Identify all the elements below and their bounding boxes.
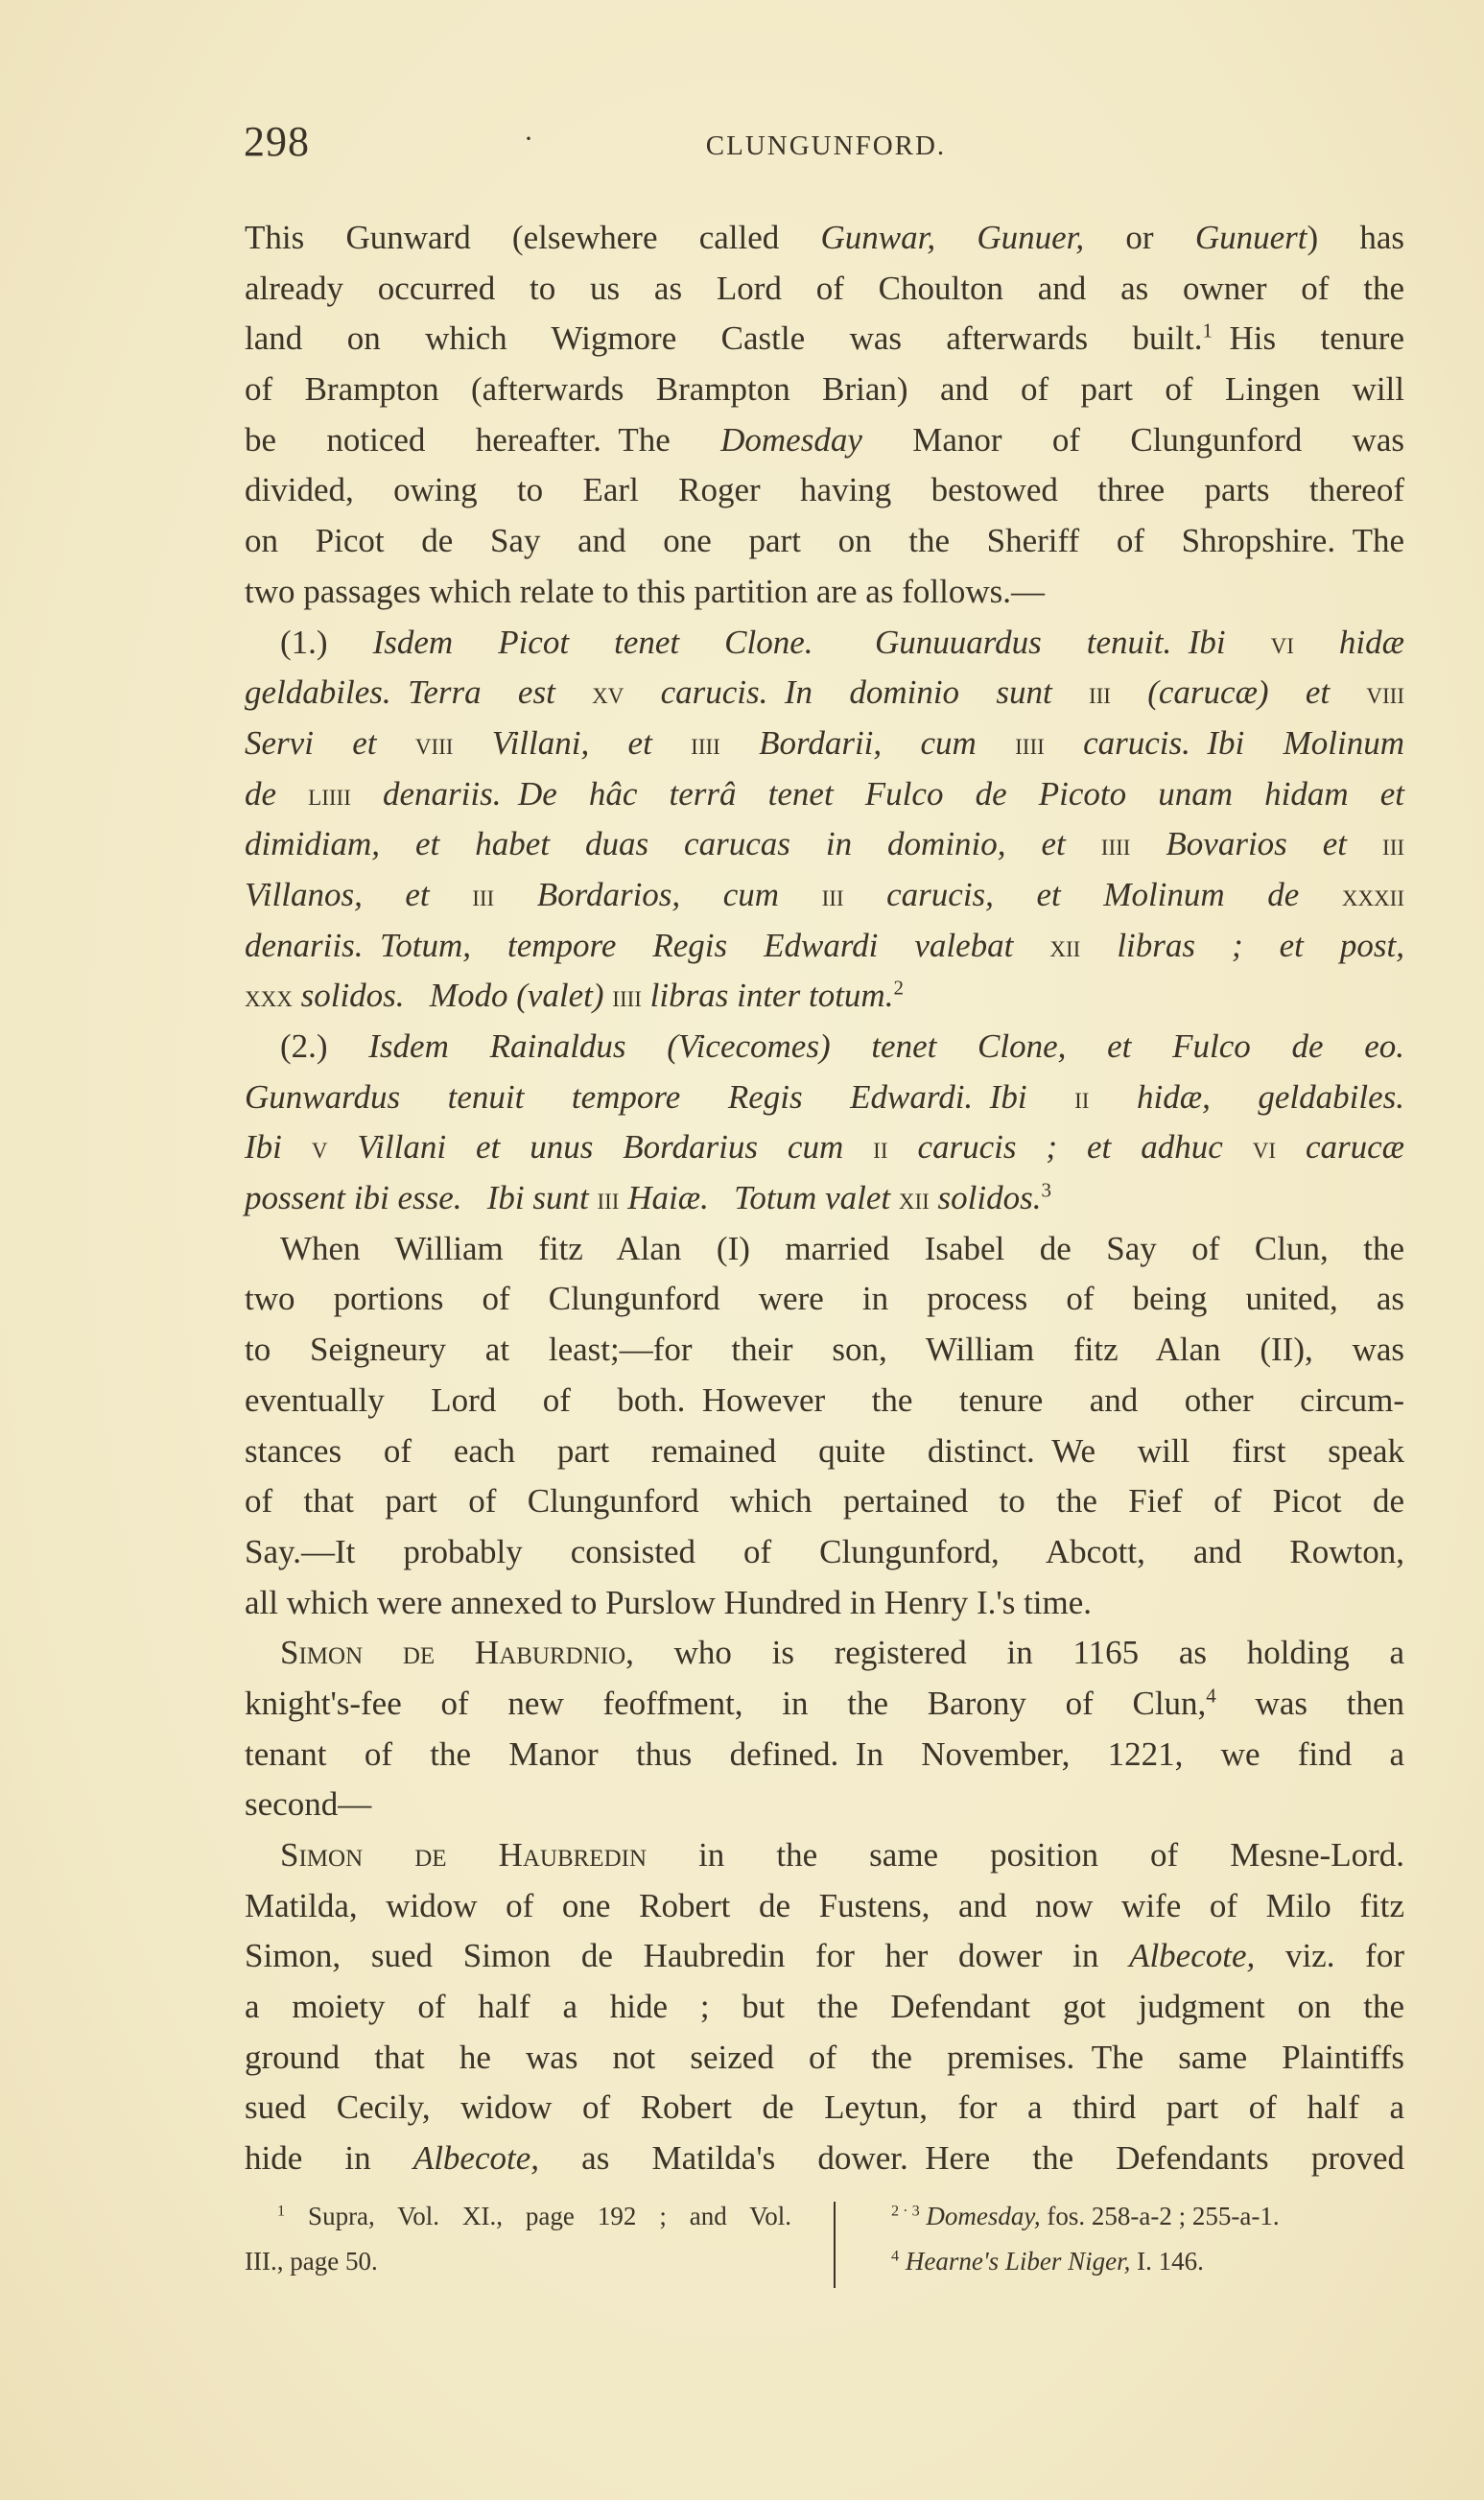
footnote-reference: 1	[1202, 318, 1213, 342]
text-segment: (1.)	[280, 623, 373, 661]
text-segment: Bovarios et	[1130, 825, 1383, 863]
text-segment: all which were annexed to Purslow Hundred in Henry I.'s time.	[245, 1583, 1093, 1621]
text-segment: or	[1084, 219, 1195, 256]
text-line	[245, 971, 1404, 1022]
text-line	[245, 2134, 1404, 2184]
text-line	[245, 769, 1404, 820]
text-segment: iii	[821, 877, 844, 912]
text-segment: Villanos, et	[245, 875, 473, 913]
text-line	[245, 1628, 1404, 1679]
text-segment: viii	[1366, 675, 1404, 711]
text-segment: Supra, Vol. XI., page 192 ; and Vol.	[285, 2202, 791, 2230]
text-segment: of that part of Clungunford which pertained to the Fief of Picot de	[245, 1482, 1404, 1521]
text-segment: tenant of the Manor thus defined. In November, 1221, we find a	[245, 1734, 1404, 1773]
text-segment: denariis. De hâc terrâ tenet Fulco de Picoto unam hidam et	[350, 774, 1404, 813]
text-segment: divided, owing to Earl Roger having bestowed three parts thereof	[245, 471, 1404, 509]
text-line	[245, 465, 1404, 516]
footnote-reference: 3	[1041, 1178, 1051, 1202]
text-segment: possent ibi esse. Ibi sunt	[245, 1179, 598, 1217]
text-segment: xii	[898, 1181, 930, 1216]
text-segment: libras inter totum.	[641, 977, 894, 1015]
footnote-reference: 2	[893, 976, 904, 1000]
text-segment: Simon, sued Simon de Haubredin for her dower in	[245, 1937, 1130, 1975]
text-segment: v	[311, 1130, 328, 1166]
text-segment: iiii	[612, 979, 642, 1014]
footnote-line	[859, 2194, 1415, 2239]
text-line	[245, 1274, 1404, 1325]
text-line	[245, 365, 1404, 415]
text-line	[245, 1931, 1404, 1982]
text-segment: iiii	[691, 725, 720, 761]
text-segment: fos. 258-a-2 ; 255-a-1.	[1040, 2202, 1280, 2230]
text-segment: Villani, et	[453, 723, 692, 762]
text-line	[245, 1830, 1404, 1881]
text-segment: viz. for	[1255, 1937, 1404, 1975]
text-segment: viii	[414, 725, 454, 761]
text-line	[245, 2033, 1404, 2084]
text-line	[245, 567, 1404, 618]
text-line	[245, 1022, 1404, 1073]
text-segment: iii	[597, 1181, 620, 1216]
text-segment: sued Cecily, widow of Robert de Leytun, for a third part of half a	[245, 2088, 1404, 2127]
text-line	[245, 1122, 1404, 1173]
text-line	[245, 618, 1404, 669]
text-segment: III., page 50.	[245, 2247, 378, 2276]
text-line	[245, 819, 1404, 870]
text-line	[245, 668, 1404, 719]
text-segment: Isdem Rainaldus (Vicecomes) tenet Clone, et Fulco de eo.	[368, 1027, 1404, 1065]
text-segment: eventually Lord of both. However the tenure and other circum-	[245, 1380, 1404, 1419]
text-line	[245, 264, 1404, 315]
text-segment: Hearne's Liber Niger,	[905, 2247, 1131, 2276]
text-line	[245, 1527, 1404, 1578]
text-segment: carucis. Ibi Molinum	[1044, 723, 1404, 762]
text-segment: knight's-fee of new feoffment, in the Barony of Clun,	[245, 1684, 1207, 1722]
text-segment: of Brampton (afterwards Brampton Brian) and of part of Lingen will	[245, 370, 1404, 409]
text-segment: on Picot de Say and one part on the Sheriff of Shropshire. The	[245, 522, 1404, 560]
footnote-reference: 4	[891, 2247, 900, 2265]
text-segment: geldabiles. Terra est	[245, 673, 593, 712]
text-line	[245, 1173, 1404, 1224]
text-segment: Haiæ. Totum valet	[619, 1179, 899, 1217]
text-line	[245, 314, 1404, 365]
text-segment: hidæ, geldabiles.	[1089, 1077, 1405, 1116]
text-segment: carucæ	[1276, 1128, 1404, 1167]
footnote-reference: 2 · 3	[891, 2202, 920, 2220]
text-line	[245, 1224, 1404, 1275]
text-segment: as Matilda's dower. Here the Defendants proved	[539, 2139, 1405, 2178]
text-segment: already occurred to us as Lord of Choulton and as owner of the	[245, 269, 1404, 307]
text-line	[245, 921, 1404, 972]
text-segment: two passages which relate to this partition are as follows.—	[245, 572, 1045, 610]
text-segment: stances of each part remained quite distinct. We will first speak	[245, 1431, 1404, 1470]
text-segment: libras ; et post,	[1080, 926, 1404, 964]
text-line	[245, 1679, 1404, 1730]
footnotes-left	[245, 2194, 791, 2284]
text-segment: I. 146.	[1130, 2247, 1204, 2276]
text-line	[245, 719, 1404, 769]
text-segment: ) has	[1307, 219, 1405, 256]
text-segment: Gunuert	[1194, 219, 1307, 256]
text-line	[245, 870, 1404, 921]
text-segment: solidos. Modo (valet)	[292, 977, 613, 1015]
text-segment: to Seigneury at least;—for their son, William fitz Alan (II), was	[245, 1331, 1404, 1369]
header-separator: ·	[524, 123, 533, 154]
text-segment: iii	[1088, 675, 1111, 711]
text-segment: iii	[1382, 827, 1405, 862]
text-segment: Gunwar, Gunuer,	[820, 219, 1085, 256]
text-line	[245, 213, 1404, 264]
text-line	[245, 1376, 1404, 1427]
text-segment: xv	[592, 675, 624, 711]
text-line	[245, 516, 1404, 567]
text-segment: xxx	[245, 979, 293, 1014]
text-segment: hidæ	[1293, 623, 1405, 661]
text-segment: iiii	[1015, 725, 1045, 761]
text-line	[245, 1578, 1404, 1629]
text-segment: iiii	[1100, 827, 1131, 862]
text-line	[245, 2083, 1404, 2134]
text-segment: Simon de Haubredin	[280, 1836, 648, 1874]
text-segment: de	[245, 774, 309, 813]
text-segment: Servi et	[245, 723, 415, 762]
text-line	[245, 1780, 1404, 1830]
text-segment: Bordarii, cum	[719, 723, 1016, 762]
text-segment: Ibi	[245, 1128, 312, 1167]
text-segment: denariis. Totum, tempore Regis Edwardi valebat	[245, 926, 1050, 964]
text-segment: Isdem Picot tenet Clone. Gunuuardus tenuit. Ibi	[372, 623, 1271, 661]
text-segment: Simon de Haburdnio	[280, 1634, 626, 1672]
text-segment: , who is registered in 1165 as holding a	[625, 1634, 1404, 1672]
text-line	[245, 1325, 1404, 1376]
text-segment: iii	[472, 877, 495, 912]
text-segment: (2.)	[280, 1027, 369, 1065]
text-segment: Bordarios, cum	[494, 875, 822, 913]
footnote-reference: 4	[1206, 1684, 1216, 1708]
text-segment: ground that he was not seized of the premises. The same Plaintiffs	[245, 2038, 1404, 2076]
text-segment: His tenure	[1212, 319, 1404, 358]
text-line	[245, 1730, 1404, 1781]
text-segment: Manor of Clungunford was	[861, 420, 1404, 459]
footnote-reference: 1	[277, 2202, 286, 2220]
text-segment: When William fitz Alan (I) married Isabel de Say of Clun, the	[280, 1229, 1404, 1267]
text-line	[245, 1982, 1404, 2033]
footnote-divider	[834, 2202, 836, 2288]
text-segment: Albecote,	[412, 2139, 539, 2178]
text-segment: carucis, et Molinum de	[843, 875, 1342, 913]
text-line	[245, 1427, 1404, 1477]
text-segment: land on which Wigmore Castle was afterwards built.	[245, 319, 1203, 358]
text-line	[245, 1476, 1404, 1527]
text-segment: vi	[1252, 1130, 1276, 1166]
text-segment: in the same position of Mesne-Lord.	[647, 1836, 1404, 1874]
text-segment: second—	[245, 1785, 372, 1824]
body-text	[245, 213, 1404, 2184]
text-segment: Domesday	[720, 420, 862, 459]
footnote-line	[859, 2239, 1415, 2284]
text-segment: two portions of Clungunford were in process of being united, as	[245, 1280, 1404, 1318]
text-segment: (carucæ) et	[1110, 673, 1367, 712]
text-segment: carucis. In dominio sunt	[624, 673, 1089, 712]
text-segment: Matilda, widow of one Robert de Fustens, and now wife of Milo fitz	[245, 1886, 1404, 1924]
text-segment: ii	[873, 1130, 888, 1166]
text-line	[245, 415, 1404, 466]
text-segment: carucis ; et adhuc	[887, 1128, 1253, 1167]
text-segment: Albecote,	[1129, 1937, 1256, 1975]
text-segment: xxxii	[1341, 877, 1404, 912]
text-segment: a moiety of half a hide ; but the Defendant got judgment on the	[245, 1988, 1404, 2026]
text-segment: liiii	[308, 776, 351, 812]
running-title: CLUNGUNFORD.	[705, 130, 947, 161]
text-segment: solidos.	[929, 1179, 1042, 1217]
text-segment: be noticed hereafter. The	[245, 420, 721, 459]
text-line	[245, 1881, 1404, 1932]
page-number: 298	[244, 118, 310, 165]
text-segment: Villani et unus Bordarius cum	[327, 1128, 874, 1167]
text-segment: dimidiam, et habet duas carucas in dominio, et	[245, 825, 1101, 863]
text-segment	[899, 2247, 906, 2276]
text-segment: Domesday,	[926, 2202, 1041, 2230]
footnote-line	[245, 2194, 791, 2239]
text-segment: was then	[1215, 1684, 1404, 1722]
footnotes-right	[859, 2194, 1415, 2284]
text-segment: This Gunward (elsewhere called	[245, 219, 821, 256]
text-segment: Gunwardus tenuit tempore Regis Edwardi. Ibi	[245, 1077, 1075, 1116]
text-line	[245, 1073, 1404, 1123]
text-segment: hide in	[245, 2139, 413, 2178]
text-segment: Say.—It probably consisted of Clungunford, Abcott, and Rowton,	[245, 1532, 1404, 1570]
text-segment: xii	[1049, 928, 1081, 963]
text-segment: ii	[1074, 1079, 1090, 1115]
text-segment: vi	[1270, 625, 1294, 660]
footnote-line	[245, 2239, 791, 2284]
